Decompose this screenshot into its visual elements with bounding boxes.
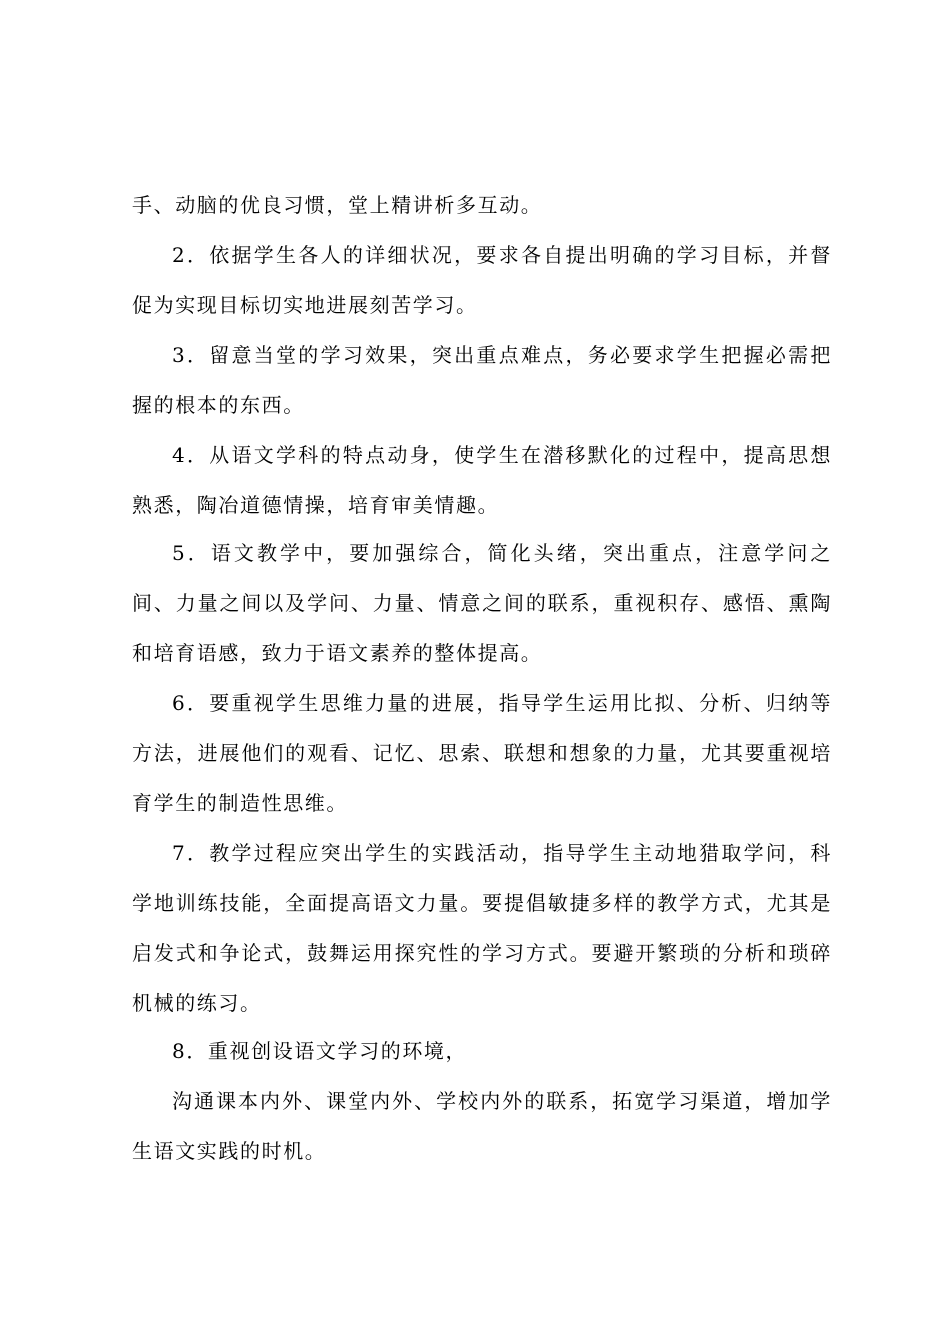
paragraph-item-8-continued: 沟通课本内外、课堂内外、学校内外的联系，拓宽学习渠道，增加学生语文实践的时机。 (132, 1089, 832, 1163)
paragraph-continuation: 手、动脑的优良习惯，堂上精讲析多互动。 (132, 193, 543, 217)
paragraph-item-5: 5．语文教学中，要加强综合，简化头绪，突出重点，注意学问之间、力量之间以及学问、力量、情意之间的联系，重视积存、感悟、熏陶和培育语感，致力于语文素养的整体提高。 (132, 541, 832, 665)
paragraph-item-8: 8．重视创设语文学习的环境， (172, 1039, 468, 1063)
paragraph-item-3: 3．留意当堂的学习效果，突出重点难点，务必要求学生把握必需把握的根本的东西。 (132, 343, 832, 417)
paragraph-item-7: 7．教学过程应突出学生的实践活动，指导学生主动地猎取学问，科学地训练技能，全面提高语文力量。要提倡敏捷多样的教学方式，尤其是启发式和争论式，鼓舞运用探究性的学习方式。要避开繁琐的分析和琐碎机械的练习。 (132, 841, 832, 1015)
paragraph-item-6: 6．要重视学生思维力量的进展，指导学生运用比拟、分析、归纳等方法，进展他们的观看、记忆、思索、联想和想象的力量，尤其要重视培育学生的制造性思维。 (132, 691, 832, 815)
paragraph-item-2: 2．依据学生各人的详细状况，要求各自提出明确的学习目标，并督促为实现目标切实地进展刻苦学习。 (132, 243, 832, 317)
paragraph-item-4: 4．从语文学科的特点动身，使学生在潜移默化的过程中，提高思想熟悉，陶冶道德情操，培育审美情趣。 (132, 443, 832, 517)
